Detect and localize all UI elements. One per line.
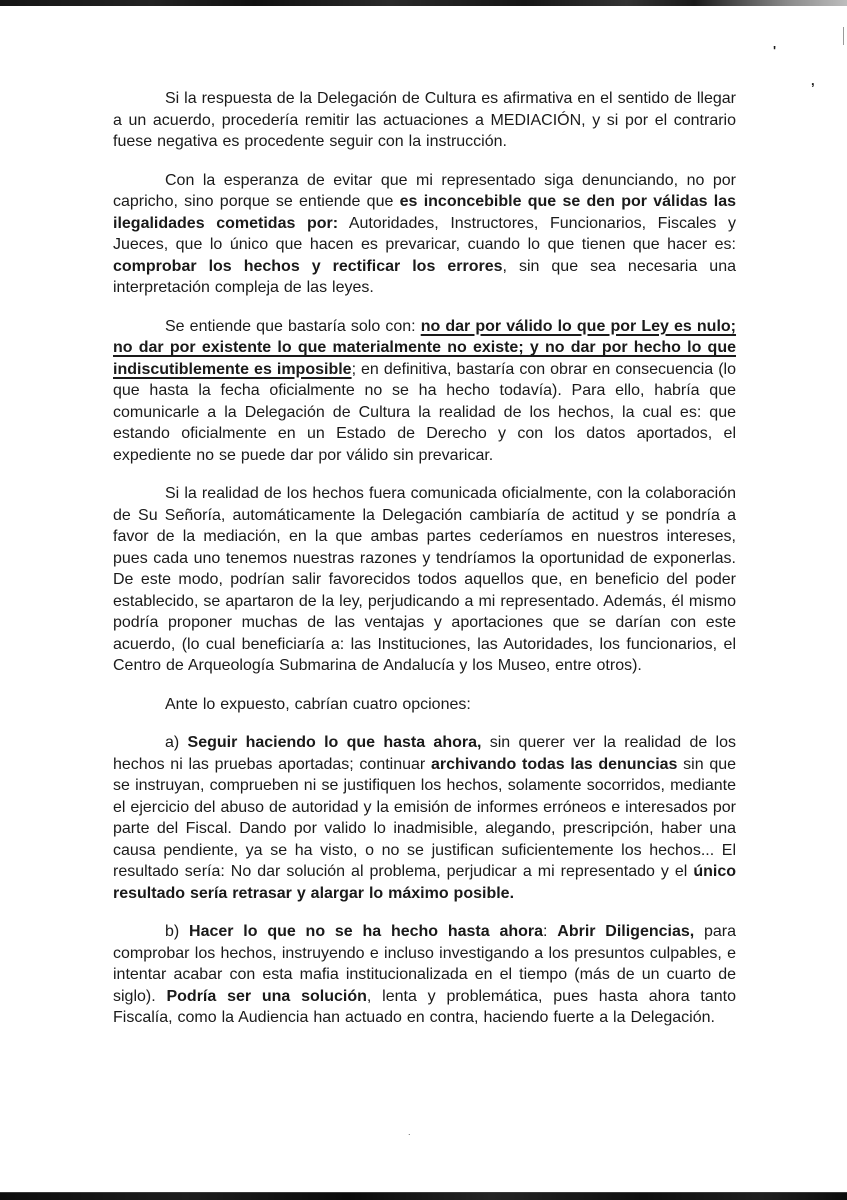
scan-artifact-bottom-edge bbox=[0, 1192, 847, 1200]
text-run: Autoridades, Instructores, Funcionarios, Fiscales y Jueces, que lo único que hacen es prevaricar, cuando lo que tienen que hacer es: bbox=[113, 214, 736, 253]
text-run: b) bbox=[165, 923, 190, 940]
text-run: Ante lo expuesto, cabrían cuatro opciones: bbox=[165, 695, 471, 713]
paragraph bbox=[113, 316, 736, 467]
text-run: Abrir Diligencias, bbox=[557, 923, 695, 940]
text-run: Seguir haciendo lo que hasta ahora, bbox=[187, 734, 482, 751]
paragraph bbox=[113, 170, 736, 299]
paragraph bbox=[113, 732, 736, 904]
scan-speck: , bbox=[811, 73, 815, 88]
scan-artifact-top-edge bbox=[0, 0, 847, 6]
text-run: Con la esperanza de evitar que mi representado siga denunciando, no por capricho, sino porque se entiende que bbox=[113, 171, 736, 210]
text-run: es inconcebible que se den por válidas las ilegalidades cometidas por: bbox=[113, 193, 737, 232]
text-run: Se entiende que bastaría solo con: bbox=[165, 317, 421, 335]
text-run: , lenta y problemática, pues hasta ahora tanto Fiscalía, como la Audiencia han actuado en contra, haciendo fuerte a la Delegación. bbox=[113, 987, 737, 1026]
text-run: , sin que sea necesaria una interpretación compleja de las leyes. bbox=[113, 257, 736, 296]
text-run: : bbox=[543, 923, 558, 940]
paragraph bbox=[113, 483, 736, 677]
paragraph bbox=[113, 921, 736, 1029]
text-run: Hacer lo que no se ha hecho hasta ahora bbox=[189, 923, 544, 940]
scan-speck: ' bbox=[773, 43, 777, 58]
text-run: ; en definitiva, bastaría con obrar en consecuencia (lo que hasta la fecha oficialmente no se ha hecho todavía). Para ello, habría que comunicarle a la Delegación de Cultura la realidad de los hechos, la cual es: que estando oficialmente en un Estado de Derecho y con los datos aportados, el expediente no se puede dar por válido sin prevaricar. bbox=[113, 360, 737, 464]
text-run: a) bbox=[165, 734, 188, 751]
text-run: Si la realidad de los hechos fuera comunicada oficialmente, con la colaboración de Su Señoría, automáticamente la Delegación cambiaría de actitud y se pondría a favor de la mediación, en la que ambas partes cederíamos en nuestros intereses, pues cada uno tenemos nuestras razones y tendríamos la oportunidad de exponerlas. De este modo, podrían salir favorecidos todos aquellos que, en beneficio del poder establecido, se apartaron de la ley, perjudicando a mi representado. Además, él mismo podría proponer muchas de las ventajas y aportaciones que se darían con este acuerdo, (lo cual beneficiaría a: las Instituciones, las Autoridades, los funcionarios, el Centro de Arqueología Submarina de Andalucía y los Museo, entre otros). bbox=[113, 485, 736, 674]
text-run: Si la respuesta de la Delegación de Cultura es afirmativa en el sentido de llegar a un acuerdo, procedería remitir las actuaciones a MEDIACIÓN, y si por el contrario fuese negativa es procedente seguir con la instrucción. bbox=[113, 90, 736, 150]
paragraph bbox=[113, 694, 736, 716]
text-run: para comprobar los hechos, instruyendo e incluso investigando a los presuntos culpables, e intentar acabar con esta mafia institucionalizada en el tiempo (más de un cuarto de siglo). bbox=[113, 923, 737, 1005]
scan-artifact-corner-line bbox=[843, 27, 844, 45]
text-run: sin querer ver la realidad de los hechos ni las pruebas aportadas; continuar bbox=[113, 734, 736, 773]
text-run: sin que se instruyan, comprueben ni se justifiquen los hechos, solamente socorridos, mediante el ejercicio del abuso de autoridad y la emisión de informes erróneos e interesados por parte del Fiscal. Dando por valido lo inadmisible, alegando, prescripción, haber una causa pendiente, ya se ha visto, o no se justifican suficientemente los hechos... El resultado sería: No dar solución al problema, perjudicar a mi representado y el bbox=[113, 755, 737, 880]
paragraph bbox=[113, 88, 736, 153]
text-run: archivando todas las denuncias bbox=[430, 755, 678, 773]
text-block bbox=[113, 88, 736, 1046]
text-run: Podría ser una solución bbox=[166, 987, 367, 1005]
text-run: no dar por válido lo que por Ley es nulo; no dar por existente lo que materialmente no existe; y no dar por hecho lo que indiscutiblemente es imposible bbox=[113, 317, 737, 378]
text-run: único resultado sería retrasar y alargar lo máximo posible. bbox=[113, 863, 736, 902]
scan-speck: . bbox=[408, 1127, 411, 1137]
text-run: comprobar los hechos y rectificar los errores bbox=[113, 257, 503, 275]
